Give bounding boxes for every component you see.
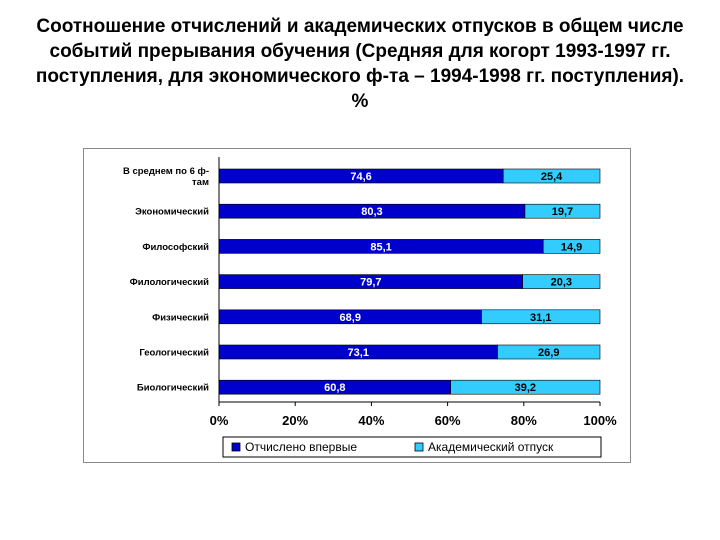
- data-label-series-2: 39,2: [514, 382, 537, 395]
- data-label-series-1: 74,6: [350, 171, 372, 183]
- legend-swatch-series-1: [232, 443, 240, 451]
- data-label-series-1: 68,9: [339, 311, 361, 324]
- x-tick-label: 40%: [358, 413, 385, 428]
- x-tick-label: 20%: [282, 413, 309, 428]
- data-label-series-1: 73,1: [347, 347, 369, 359]
- data-label-series-1: 60,8: [324, 382, 346, 395]
- category-label: Философский: [142, 241, 209, 253]
- legend: [223, 437, 601, 457]
- data-label-series-2: 25,4: [540, 171, 563, 183]
- category-label: Физический: [152, 312, 209, 324]
- x-tick-label: 60%: [434, 413, 461, 428]
- data-label-series-2: 31,1: [530, 311, 552, 324]
- data-label-series-1: 79,7: [360, 276, 382, 289]
- x-tick-label: 80%: [510, 413, 537, 428]
- category-label: Геологический: [139, 347, 209, 359]
- chart-frame: [83, 148, 631, 463]
- category-label: там: [192, 177, 209, 188]
- category-label: Экономический: [135, 206, 209, 218]
- x-tick-label: 0%: [209, 413, 229, 428]
- legend-label-series-2: Академический отпуск: [428, 440, 554, 454]
- data-label-series-2: 14,9: [560, 241, 583, 254]
- bars: [219, 169, 600, 394]
- legend-label-series-1: Отчислено впервые: [245, 440, 357, 454]
- data-label-series-2: 20,3: [550, 276, 573, 289]
- data-label-series-1: 85,1: [370, 241, 392, 254]
- legend-swatch-series-2: [415, 443, 423, 451]
- data-label-series-2: 26,9: [538, 347, 560, 359]
- category-label: В среднем по 6 ф-: [122, 166, 209, 177]
- bar-chart: [84, 149, 632, 464]
- category-label: Филологический: [129, 277, 209, 289]
- category-label: Биологический: [136, 382, 209, 394]
- category-labels: [123, 166, 209, 394]
- data-label-series-2: 19,7: [551, 206, 574, 219]
- x-tick-label: 100%: [583, 413, 617, 428]
- chart-title: Соотношение отчислений и академических отпусков в общем числе событий прерывания обучения (Средняя для когорт 1993-1997 гг. поступления, для экономического ф-та – 1994-1998 гг. поступления). %: [35, 16, 685, 112]
- data-label-series-1: 80,3: [361, 206, 383, 219]
